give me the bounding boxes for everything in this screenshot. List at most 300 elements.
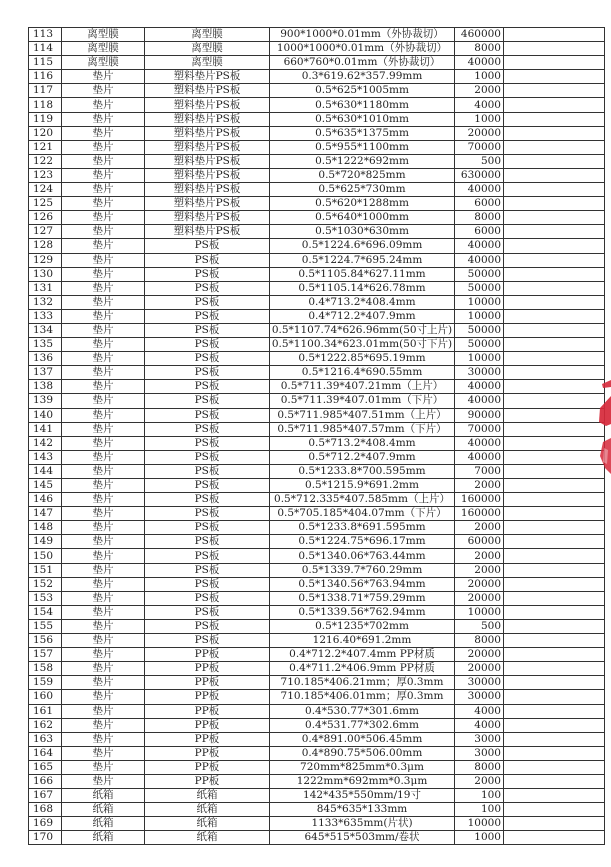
- empty-cell: [504, 323, 605, 337]
- row-number: 153: [29, 591, 62, 605]
- table-row: [29, 98, 605, 112]
- item-name: 垫片: [62, 676, 145, 690]
- table-row: [29, 168, 605, 182]
- specification: 0.5*1105.14*626.78mm: [270, 281, 455, 295]
- row-number: 127: [29, 225, 62, 239]
- specification: 0.5*630*1180mm: [270, 98, 455, 112]
- material-type: PS板: [145, 366, 270, 380]
- quantity: 20000: [455, 577, 504, 591]
- quantity: 2000: [455, 549, 504, 563]
- row-number: 141: [29, 422, 62, 436]
- specification: 0.5*1216.4*690.55mm: [270, 366, 455, 380]
- material-type: PS板: [145, 394, 270, 408]
- specification: 1222mm*692mm*0.3μm: [270, 774, 455, 788]
- specification: 0.5*1224.75*696.17mm: [270, 535, 455, 549]
- specification: 0.5*711.985*407.51mm（上片）: [270, 408, 455, 422]
- table-row: [29, 267, 605, 281]
- empty-cell: [504, 112, 605, 126]
- quantity: 3000: [455, 732, 504, 746]
- item-name: 垫片: [62, 422, 145, 436]
- row-number: 169: [29, 817, 62, 831]
- item-name: 垫片: [62, 746, 145, 760]
- table-row: [29, 464, 605, 478]
- table-row: [29, 493, 605, 507]
- material-type: PS板: [145, 464, 270, 478]
- empty-cell: [504, 718, 605, 732]
- item-name: 垫片: [62, 634, 145, 648]
- empty-cell: [504, 803, 605, 817]
- item-name: 垫片: [62, 140, 145, 154]
- empty-cell: [504, 309, 605, 323]
- row-number: 119: [29, 112, 62, 126]
- material-type: PP板: [145, 704, 270, 718]
- item-name: 垫片: [62, 267, 145, 281]
- item-name: 垫片: [62, 648, 145, 662]
- item-name: 垫片: [62, 507, 145, 521]
- material-type: PS板: [145, 549, 270, 563]
- quantity: 20000: [455, 662, 504, 676]
- quantity: 100: [455, 789, 504, 803]
- material-type: PS板: [145, 239, 270, 253]
- quantity: 40000: [455, 56, 504, 70]
- material-type: PP板: [145, 746, 270, 760]
- table-row: [29, 309, 605, 323]
- row-number: 158: [29, 662, 62, 676]
- specification: 0.5*1339.56*762.94mm: [270, 605, 455, 619]
- item-name: 垫片: [62, 112, 145, 126]
- table-row: [29, 84, 605, 98]
- table-row: [29, 436, 605, 450]
- empty-cell: [504, 98, 605, 112]
- quantity: 40000: [455, 436, 504, 450]
- quantity: 2000: [455, 774, 504, 788]
- quantity: 50000: [455, 338, 504, 352]
- material-type: 纸箱: [145, 817, 270, 831]
- row-number: 144: [29, 464, 62, 478]
- specification: 0.4*530.77*301.6mm: [270, 704, 455, 718]
- material-type: PS板: [145, 619, 270, 633]
- material-type: PS板: [145, 408, 270, 422]
- material-type: PS板: [145, 521, 270, 535]
- item-name: 垫片: [62, 338, 145, 352]
- quantity: 100: [455, 803, 504, 817]
- empty-cell: [504, 521, 605, 535]
- row-number: 146: [29, 493, 62, 507]
- table-row: [29, 479, 605, 493]
- material-type: PS板: [145, 591, 270, 605]
- specification: 1000*1000*0.01mm（外协裁切）: [270, 42, 455, 56]
- table-row: [29, 563, 605, 577]
- row-number: 151: [29, 563, 62, 577]
- specification: 660*760*0.01mm（外协裁切）: [270, 56, 455, 70]
- item-name: 垫片: [62, 774, 145, 788]
- specification: 0.5*1100.34*623.01mm(50寸下片): [270, 338, 455, 352]
- material-type: 塑料垫片PS板: [145, 183, 270, 197]
- quantity: 30000: [455, 690, 504, 704]
- specification: 0.5*1224.7*695.24mm: [270, 253, 455, 267]
- empty-cell: [504, 605, 605, 619]
- empty-cell: [504, 436, 605, 450]
- item-name: 垫片: [62, 380, 145, 394]
- row-number: 145: [29, 479, 62, 493]
- row-number: 113: [29, 28, 62, 42]
- specification: 0.5*1215.9*691.2mm: [270, 479, 455, 493]
- specification: 0.5*1235*702mm: [270, 619, 455, 633]
- table-row: [29, 211, 605, 225]
- table-row: [29, 56, 605, 70]
- material-type: PP板: [145, 732, 270, 746]
- row-number: 162: [29, 718, 62, 732]
- empty-cell: [504, 704, 605, 718]
- empty-cell: [504, 634, 605, 648]
- item-name: 垫片: [62, 549, 145, 563]
- material-type: 塑料垫片PS板: [145, 84, 270, 98]
- row-number: 152: [29, 577, 62, 591]
- specification: 0.4*712.2*407.4mm PP材质: [270, 648, 455, 662]
- specification: 0.5*711.985*407.57mm（下片）: [270, 422, 455, 436]
- item-name: 垫片: [62, 535, 145, 549]
- inventory-table: [28, 27, 605, 845]
- item-name: 垫片: [62, 197, 145, 211]
- table-row: [29, 690, 605, 704]
- quantity: 40000: [455, 450, 504, 464]
- material-type: PS板: [145, 605, 270, 619]
- empty-cell: [504, 197, 605, 211]
- empty-cell: [504, 450, 605, 464]
- row-number: 143: [29, 450, 62, 464]
- table-row: [29, 253, 605, 267]
- row-number: 163: [29, 732, 62, 746]
- specification: 1216.40*691.2mm: [270, 634, 455, 648]
- item-name: 垫片: [62, 521, 145, 535]
- empty-cell: [504, 479, 605, 493]
- quantity: 30000: [455, 676, 504, 690]
- item-name: 垫片: [62, 352, 145, 366]
- specification: 0.5*705.185*404.07mm（下片）: [270, 507, 455, 521]
- row-number: 142: [29, 436, 62, 450]
- table-row: [29, 338, 605, 352]
- quantity: 6000: [455, 225, 504, 239]
- table-row: [29, 323, 605, 337]
- material-type: PS板: [145, 422, 270, 436]
- specification: 0.5*955*1100mm: [270, 140, 455, 154]
- row-number: 118: [29, 98, 62, 112]
- item-name: 垫片: [62, 70, 145, 84]
- row-number: 167: [29, 789, 62, 803]
- item-name: 垫片: [62, 253, 145, 267]
- row-number: 148: [29, 521, 62, 535]
- row-number: 137: [29, 366, 62, 380]
- material-type: PS板: [145, 380, 270, 394]
- quantity: 2000: [455, 563, 504, 577]
- row-number: 154: [29, 605, 62, 619]
- row-number: 114: [29, 42, 62, 56]
- empty-cell: [504, 690, 605, 704]
- specification: 0.5*1224.6*696.09mm: [270, 239, 455, 253]
- item-name: 垫片: [62, 619, 145, 633]
- item-name: 纸箱: [62, 831, 145, 845]
- empty-cell: [504, 662, 605, 676]
- item-name: 离型膜: [62, 42, 145, 56]
- item-name: 离型膜: [62, 56, 145, 70]
- item-name: 垫片: [62, 690, 145, 704]
- row-number: 164: [29, 746, 62, 760]
- material-type: 塑料垫片PS板: [145, 126, 270, 140]
- material-type: PS板: [145, 450, 270, 464]
- material-type: PS板: [145, 535, 270, 549]
- material-type: 塑料垫片PS板: [145, 112, 270, 126]
- item-name: 垫片: [62, 408, 145, 422]
- quantity: 8000: [455, 760, 504, 774]
- specification: 142*435*550mm/19寸: [270, 789, 455, 803]
- quantity: 8000: [455, 42, 504, 56]
- material-type: 离型膜: [145, 42, 270, 56]
- specification: 710.185*406.21mm；厚0.3mm: [270, 676, 455, 690]
- quantity: 7000: [455, 464, 504, 478]
- empty-cell: [504, 211, 605, 225]
- table-row: [29, 28, 605, 42]
- table-body: [29, 28, 605, 845]
- empty-cell: [504, 648, 605, 662]
- row-number: 126: [29, 211, 62, 225]
- row-number: 133: [29, 309, 62, 323]
- specification: 720mm*825mm*0.3μm: [270, 760, 455, 774]
- quantity: 160000: [455, 493, 504, 507]
- quantity: 500: [455, 619, 504, 633]
- row-number: 125: [29, 197, 62, 211]
- empty-cell: [504, 774, 605, 788]
- quantity: 3000: [455, 746, 504, 760]
- material-type: PP板: [145, 718, 270, 732]
- quantity: 1000: [455, 831, 504, 845]
- material-type: 纸箱: [145, 831, 270, 845]
- empty-cell: [504, 183, 605, 197]
- table-row: [29, 704, 605, 718]
- empty-cell: [504, 352, 605, 366]
- item-name: 垫片: [62, 98, 145, 112]
- specification: 0.5*712.335*407.585mm（上片）: [270, 493, 455, 507]
- row-number: 170: [29, 831, 62, 845]
- material-type: 离型膜: [145, 28, 270, 42]
- table-row: [29, 774, 605, 788]
- table-row: [29, 112, 605, 126]
- specification: 0.5*1340.06*763.44mm: [270, 549, 455, 563]
- specification: 845*635*133mm: [270, 803, 455, 817]
- quantity: 40000: [455, 253, 504, 267]
- material-type: PS板: [145, 253, 270, 267]
- item-name: 纸箱: [62, 789, 145, 803]
- item-name: 垫片: [62, 84, 145, 98]
- table-row: [29, 140, 605, 154]
- material-type: 塑料垫片PS板: [145, 70, 270, 84]
- quantity: 50000: [455, 267, 504, 281]
- empty-cell: [504, 507, 605, 521]
- row-number: 130: [29, 267, 62, 281]
- row-number: 159: [29, 676, 62, 690]
- specification: 0.5*1233.8*700.595mm: [270, 464, 455, 478]
- item-name: 垫片: [62, 154, 145, 168]
- quantity: 10000: [455, 309, 504, 323]
- table-row: [29, 225, 605, 239]
- material-type: PS板: [145, 267, 270, 281]
- specification: 0.5*720*825mm: [270, 168, 455, 182]
- empty-cell: [504, 267, 605, 281]
- table-row: [29, 535, 605, 549]
- item-name: 离型膜: [62, 28, 145, 42]
- item-name: 垫片: [62, 450, 145, 464]
- item-name: 垫片: [62, 591, 145, 605]
- quantity: 2000: [455, 84, 504, 98]
- table-row: [29, 521, 605, 535]
- row-number: 135: [29, 338, 62, 352]
- item-name: 垫片: [62, 464, 145, 478]
- item-name: 垫片: [62, 183, 145, 197]
- table-row: [29, 352, 605, 366]
- quantity: 50000: [455, 323, 504, 337]
- table-row: [29, 42, 605, 56]
- material-type: 纸箱: [145, 803, 270, 817]
- empty-cell: [504, 732, 605, 746]
- item-name: 垫片: [62, 394, 145, 408]
- row-number: 166: [29, 774, 62, 788]
- material-type: PS板: [145, 436, 270, 450]
- material-type: 塑料垫片PS板: [145, 197, 270, 211]
- row-number: 156: [29, 634, 62, 648]
- quantity: 70000: [455, 422, 504, 436]
- table-row: [29, 366, 605, 380]
- item-name: 垫片: [62, 126, 145, 140]
- row-number: 121: [29, 140, 62, 154]
- material-type: PS板: [145, 352, 270, 366]
- empty-cell: [504, 577, 605, 591]
- empty-cell: [504, 619, 605, 633]
- item-name: 纸箱: [62, 817, 145, 831]
- table-row: [29, 380, 605, 394]
- table-row: [29, 817, 605, 831]
- row-number: 150: [29, 549, 62, 563]
- table-row: [29, 591, 605, 605]
- specification: 0.5*1233.8*691.595mm: [270, 521, 455, 535]
- specification: 710.185*406.01mm；厚0.3mm: [270, 690, 455, 704]
- table-row: [29, 605, 605, 619]
- empty-cell: [504, 760, 605, 774]
- item-name: 垫片: [62, 211, 145, 225]
- row-number: 147: [29, 507, 62, 521]
- row-number: 160: [29, 690, 62, 704]
- quantity: 630000: [455, 168, 504, 182]
- table-row: [29, 281, 605, 295]
- table-row: [29, 126, 605, 140]
- empty-cell: [504, 408, 605, 422]
- row-number: 139: [29, 394, 62, 408]
- quantity: 10000: [455, 295, 504, 309]
- quantity: 40000: [455, 394, 504, 408]
- quantity: 460000: [455, 28, 504, 42]
- specification: 0.5*711.39*407.21mm（上片）: [270, 380, 455, 394]
- material-type: PS板: [145, 338, 270, 352]
- material-type: PS板: [145, 493, 270, 507]
- table-row: [29, 831, 605, 845]
- row-number: 155: [29, 619, 62, 633]
- material-type: 纸箱: [145, 789, 270, 803]
- item-name: 垫片: [62, 732, 145, 746]
- table-row: [29, 183, 605, 197]
- quantity: 6000: [455, 197, 504, 211]
- quantity: 4000: [455, 718, 504, 732]
- specification: 0.5*711.39*407.01mm（下片）: [270, 394, 455, 408]
- empty-cell: [504, 746, 605, 760]
- empty-cell: [504, 366, 605, 380]
- specification: 645*515*503mm/卷状: [270, 831, 455, 845]
- row-number: 117: [29, 84, 62, 98]
- table-row: [29, 732, 605, 746]
- empty-cell: [504, 225, 605, 239]
- specification: 0.3*619.62*357.99mm: [270, 70, 455, 84]
- specification: 0.4*713.2*408.4mm: [270, 295, 455, 309]
- empty-cell: [504, 380, 605, 394]
- specification: 0.5*713.2*408.4mm: [270, 436, 455, 450]
- specification: 0.4*890.75*506.00mm: [270, 746, 455, 760]
- quantity: 30000: [455, 366, 504, 380]
- specification: 0.5*1222.85*695.19mm: [270, 352, 455, 366]
- specification: 0.5*630*1010mm: [270, 112, 455, 126]
- empty-cell: [504, 84, 605, 98]
- quantity: 60000: [455, 535, 504, 549]
- specification: 0.5*1107.74*626.96mm(50寸上片): [270, 323, 455, 337]
- table-row: [29, 507, 605, 521]
- table-row: [29, 718, 605, 732]
- empty-cell: [504, 154, 605, 168]
- empty-cell: [504, 464, 605, 478]
- quantity: 40000: [455, 183, 504, 197]
- quantity: 50000: [455, 281, 504, 295]
- empty-cell: [504, 42, 605, 56]
- table-row: [29, 789, 605, 803]
- table-row: [29, 239, 605, 253]
- empty-cell: [504, 535, 605, 549]
- table-row: [29, 394, 605, 408]
- table-row: [29, 70, 605, 84]
- item-name: 垫片: [62, 662, 145, 676]
- item-name: 垫片: [62, 281, 145, 295]
- material-type: PP板: [145, 648, 270, 662]
- specification: 0.5*625*730mm: [270, 183, 455, 197]
- item-name: 垫片: [62, 225, 145, 239]
- empty-cell: [504, 549, 605, 563]
- row-number: 124: [29, 183, 62, 197]
- specification: 0.5*625*1005mm: [270, 84, 455, 98]
- material-type: 塑料垫片PS板: [145, 98, 270, 112]
- quantity: 20000: [455, 126, 504, 140]
- material-type: PP板: [145, 676, 270, 690]
- empty-cell: [504, 253, 605, 267]
- table-row: [29, 803, 605, 817]
- empty-cell: [504, 422, 605, 436]
- empty-cell: [504, 817, 605, 831]
- quantity: 500: [455, 154, 504, 168]
- specification: 0.4*712.2*407.9mm: [270, 309, 455, 323]
- table-row: [29, 760, 605, 774]
- table-row: [29, 154, 605, 168]
- material-type: PS板: [145, 507, 270, 521]
- quantity: 2000: [455, 521, 504, 535]
- row-number: 161: [29, 704, 62, 718]
- quantity: 40000: [455, 239, 504, 253]
- table-row: [29, 295, 605, 309]
- table-row: [29, 197, 605, 211]
- material-type: PS板: [145, 563, 270, 577]
- material-type: PP板: [145, 760, 270, 774]
